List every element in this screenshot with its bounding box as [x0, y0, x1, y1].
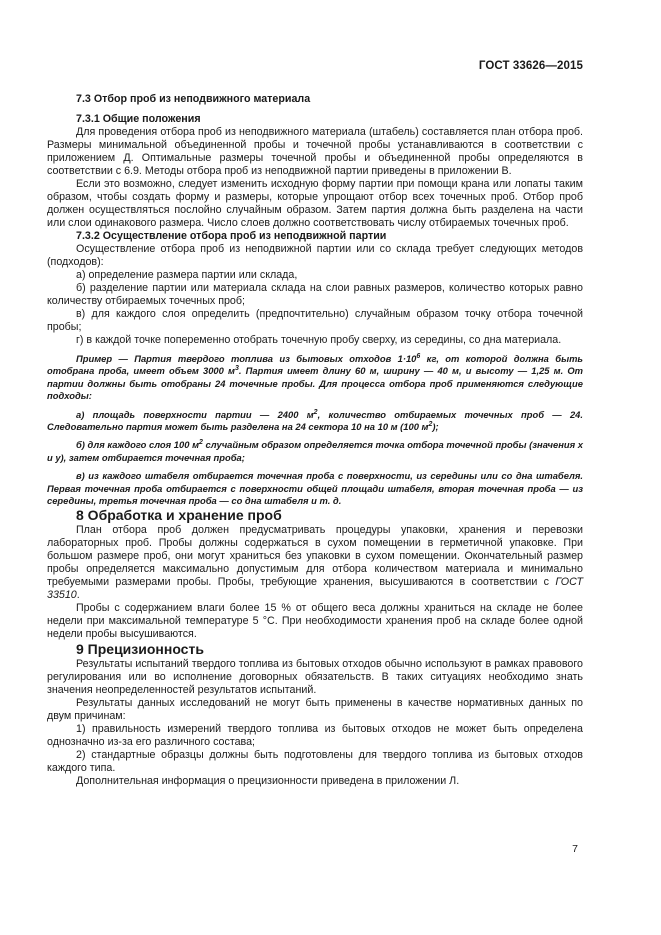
paragraph: Если это возможно, следует изменить исходную форму партии при помощи крана или лопаты таким образом, чтобы создать форму и размеры, которые упрощают отбор всех точечных проб. Отбор проб должен осуществляться послойно случайным образом. Затем партия должна быть разделена на части или слои одинакового размера. Число слоев должно соответствовать числу отбираемых точечных проб.: [47, 178, 583, 229]
superscript: 2: [313, 408, 318, 416]
example-item: [47, 439, 583, 464]
superscript: 3: [234, 365, 239, 373]
paragraph: Дополнительная информация о прецизионности приведена в приложении Л.: [76, 775, 460, 788]
paragraph: Результаты испытаний твердого топлива из бытовых отходов обычно используют в рамках правового регулирования или во исполнение договорных обязательств. В таких ситуациях необходимо знать значения неопределенностей результатов испытаний.: [47, 658, 583, 697]
example-text: Пример — Партия твердого топлива из бытовых отходов 1·10: [76, 353, 417, 364]
example-text: );: [432, 421, 439, 433]
section-8-title: 8 Обработка и хранение проб: [76, 507, 282, 524]
example-text: . Партия имеет длину 60 м, ширину — 40 м, и высоту — 1,25 м. От партии должны быть отобраны 24 точечные пробы. Для процесса отбора проб применяются следующие подходы:: [47, 365, 583, 402]
example-text: а) площадь поверхности партии — 2400 м: [76, 408, 314, 420]
list-item: в) для каждого слоя определить (предпочтительно) случайным образом точку отбора точечной пробы;: [47, 308, 583, 333]
section-9-title: 9 Прецизионность: [76, 641, 204, 658]
paragraph: Осуществление отбора проб из неподвижной партии или со склада требует следующих методов (подходов):: [47, 243, 583, 268]
example-item: в) из каждого штабеля отбирается точечная проба с поверхности, из середины или со дна штабеля. Первая точечная проба отбирается с поверхности общей площади штабеля, вторая точечная проба — из середины, третья точечная проба — со дна штабеля и т. д.: [47, 470, 583, 507]
section-7-3-title: 7.3 Отбор проб из неподвижного материала: [76, 93, 311, 105]
superscript: 6: [416, 353, 421, 360]
paragraph: Результаты данных исследований не могут быть применены в качестве нормативных данных по двум причинам:: [47, 697, 583, 723]
example-block: [47, 353, 583, 403]
example-text: случайным образом определяется точка отбора точечной пробы (значения x и y), затем отбирается точечная проба;: [47, 439, 583, 463]
page-number: 7: [572, 843, 578, 855]
example-item: [47, 409, 583, 434]
paragraph-text: .: [76, 589, 80, 602]
list-item: б) разделение партии или материала склада на слои равных размеров, количество которых равно количеству отбираемых точечных проб;: [47, 282, 583, 307]
list-item: г) в каждой точке попеременно отобрать точечную пробу сверху, из середины, со дна материала.: [76, 334, 562, 346]
page-content: [47, 89, 583, 788]
list-item: а) определение размера партии или склада,: [76, 269, 298, 281]
example-text: кг, от которой должна быть отобрана проба, имеет объем 3000 м: [47, 353, 583, 377]
example-text: , количество отбираемых точечных проб — 24. Следовательно партия может быть разделена на 24 сектора 10 на 10 м (100 м: [47, 408, 583, 433]
superscript: 2: [428, 421, 433, 429]
subsection-7-3-2-title: 7.3.2 Осуществление отбора проб из неподвижной партии: [76, 230, 387, 242]
paragraph-text: План отбора проб должен предусматривать процедуры упаковки, хранения и перевозки лабораторных проб. Пробы должны содержаться в сухом помещении в герметичной упаковке. При большом размере проб, они могут храниться без упаковки в сухом помещении. Окончательный размер пробы определяется максимально допустимым для отбора количеством материала и минимально требуемыми размерами пробы. Пробы, требующие хранения, высушиваются в соответствии с: [47, 524, 583, 589]
standard-reference-link: ГОСТ 33510: [47, 576, 583, 602]
paragraph: [47, 524, 583, 602]
list-item: 2) стандартные образцы должны быть подготовлены для твердого топлива из бытовых отходов каждого типа.: [47, 749, 583, 775]
superscript: 2: [199, 439, 203, 447]
paragraph: Пробы с содержанием влаги более 15 % от общего веса должны храниться на складе не более недели при максимальной температуре 5 °С. При необходимости хранения проб на складе более одной недели пробы высушиваются.: [47, 602, 583, 641]
standard-id-header: ГОСТ 33626—2015: [478, 60, 583, 72]
list-item: 1) правильность измерений твердого топлива из бытовых отходов не может быть определена однозначно из-за его различного состава;: [47, 723, 583, 749]
example-text: б) для каждого слоя 100 м: [76, 439, 200, 451]
paragraph: Для проведения отбора проб из неподвижного материала (штабель) составляется план отбора проб. Размеры минимальной объединенной пробы и точечной пробы устанавливаются в соответствии с приложением Д. Оптимальные размеры точечной пробы и объединенной пробы определяются в соответствии с 6.9. Методы отбора проб из неподвижной партии приведены в приложении В.: [47, 126, 583, 177]
subsection-7-3-1-title: 7.3.1 Общие положения: [76, 113, 201, 125]
